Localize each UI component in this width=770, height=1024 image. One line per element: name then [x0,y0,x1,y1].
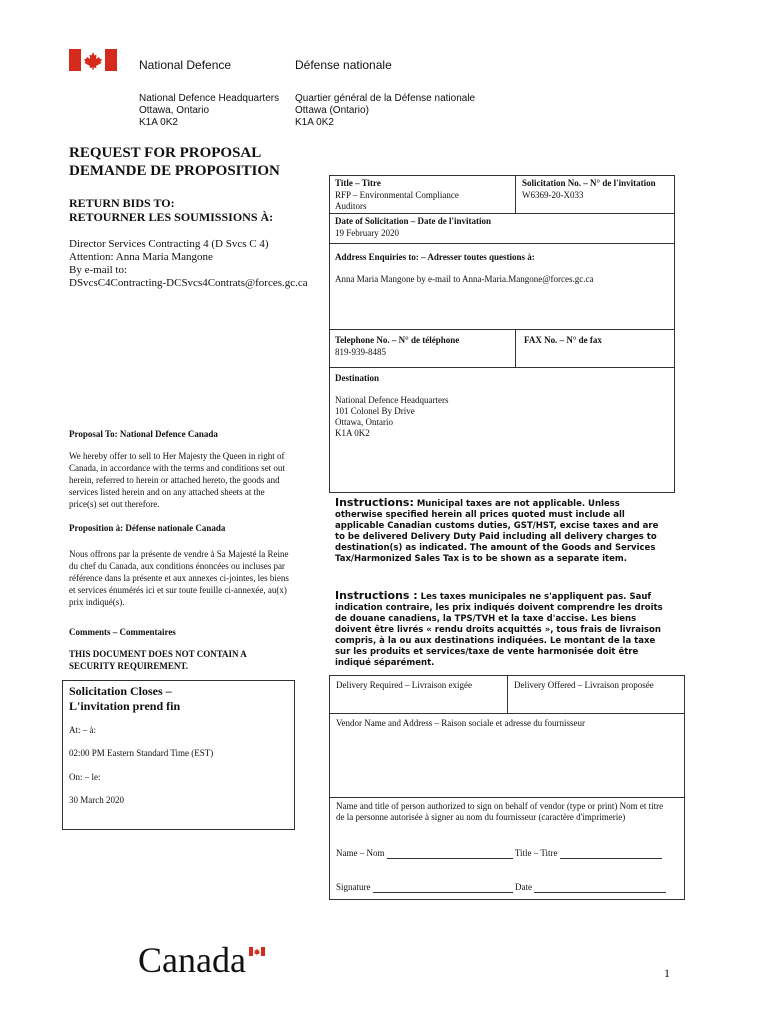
proposal-body-en: We hereby offer to sell to Her Majesty the Queen in right of Canada, in accordance with the terms and conditions set out herein, referred to herein or attached hereto, the goods and services listed herein and on any attached sheets at the price(s) set out therefore. [69,451,285,509]
telephone-value: 819-939-8485 [335,347,386,357]
title-en: REQUEST FOR PROPOSAL [69,145,262,161]
delivery-required-label: Delivery Required – Livraison exigée [336,680,472,690]
address-line: Ottawa (Ontario) [295,105,369,116]
solicitation-no-cell [516,176,674,214]
address-line: K1A 0K2 [295,117,334,128]
signature-field[interactable] [373,881,513,893]
destination-label: Destination [335,373,380,383]
solicitation-no-value: W6369-20-X033 [522,190,584,200]
solicitation-date-value: 19 February 2020 [335,228,399,238]
return-bids-address [69,238,308,290]
page-number: 1 [664,966,670,980]
closes-on-label: On: – le: [69,772,101,782]
closes-at-label: At: – à: [69,725,96,735]
solicitation-form-box [329,175,675,493]
telephone-label: Telephone No. – N° de téléphone [335,335,460,345]
delivery-required-cell[interactable] [330,676,508,714]
heading-line: RETOURNER LES SOUMISSIONS À: [69,210,274,224]
address-en [139,93,279,129]
closes-heading [69,684,180,714]
address-line: K1A 0K2 [139,117,178,128]
telephone-cell [330,330,516,368]
signature-date-row [336,881,666,893]
destination-line: 101 Colonel By Drive [335,406,415,416]
title-cell [330,176,516,214]
dept-name-fr: Défense nationale [295,58,392,72]
instructions-fr-text: Les taxes municipales ne s'appliquent pas. Sauf indication contraire, les prix indiqués doivent comprendre les droits de douane canadiens, la TPS/TVH et la taxe d'accise. Les biens doivent être livrés « rendu droits acquittés », tous frais de livraison compris, à la ou aux destinations indiquées. Le montant de la taxe sur les produits et services/taxe de vente harmonisée doit être indiqué séparément. [335,592,663,668]
canada-flag-icon [69,49,117,71]
title-field[interactable] [560,847,662,859]
date-label: Date [515,882,532,892]
address-fr [295,93,475,129]
title-value [335,190,459,212]
closes-time: 02:00 PM Eastern Standard Time (EST) [69,748,214,758]
title-label: Title – Titre [514,848,558,858]
instructions-en-text: Municipal taxes are not applicable. Unless otherwise specified herein all prices quoted must include all applicable Canadian customs duties, GST/HST, excise taxes and are to be delivered Delivery Duty Paid including all delivery charges to destination(s) as indicated. The amount of the Goods and Services Tax/Harmonized Sales Tax is to be shown as a separate item. [335,499,659,564]
wordmark-flag-icon [249,943,265,952]
security-line: THIS DOCUMENT DOES NOT CONTAIN A [69,649,247,659]
title-fr: DEMANDE DE PROPOSITION [69,163,280,179]
destination-value [335,395,448,439]
closes-date: 30 March 2020 [69,795,124,805]
instructions-fr [335,590,665,669]
security-note [69,648,247,672]
title-value-line: RFP – Environmental Compliance [335,190,459,200]
destination-cell [330,368,674,492]
proposal-body-fr: Nous offrons par la présente de vendre à Sa Majesté la Reine du chef du Canada, aux conditions énoncées ou incluses par référence dans la présente et aux annexes ci-jointes, les biens et services énumérés ici et sur toute feuille ci-annexée, au(x) prix indiqué(s). [69,549,289,607]
return-line: Director Services Contracting 4 (D Svcs C 4) [69,238,269,250]
authorized-signer-cell [330,798,684,899]
proposal-heading-fr: Proposition à: Défense nationale Canada [69,523,226,533]
enquiries-label: Address Enquiries to: – Adresser toutes questions à: [335,252,535,262]
proposal-heading-en: Proposal To: National Defence Canada [69,429,218,439]
fax-cell [516,330,674,368]
authorized-signer-label: Name and title of person authorized to sign on behalf of vendor (type or print) Nom et titre de la personne autorisée à signer au nom du fournisseur (caractère d'imprimerie) [336,801,664,822]
canada-wordmark: Canada [138,940,246,980]
closes-heading-fr: L'invitation prend fin [69,699,181,713]
title-value-line: Auditors [335,201,367,211]
closes-heading-en: Solicitation Closes – [69,684,172,698]
instructions-en-lead: Instructions: [335,496,414,509]
address-line: Ottawa, Ontario [139,105,210,116]
address-line: National Defence Headquarters [139,93,280,104]
instructions-en [335,497,665,565]
vendor-name-cell[interactable] [330,714,684,798]
return-bids-heading [69,196,273,224]
solicitation-no-label: Solicitation No. – N° de l'invitation [522,178,656,188]
vendor-box [329,675,685,900]
address-line: Quartier général de la Défense nationale [295,93,476,104]
date-field[interactable] [534,881,666,893]
heading-line: RETURN BIDS TO: [69,196,175,210]
signature-label: Signature [336,882,371,892]
return-line: By e-mail to: [69,264,128,276]
fax-label: FAX No. – N° de fax [524,335,602,345]
vendor-name-label: Vendor Name and Address – Raison sociale et adresse du fournisseur [336,718,585,728]
enquiries-cell [330,244,674,330]
destination-line: K1A 0K2 [335,428,370,438]
destination-line: National Defence Headquarters [335,395,449,405]
dept-name-en: National Defence [139,58,232,72]
security-line: SECURITY REQUIREMENT. [69,661,189,671]
return-line: Attention: Anna Maria Mangone [69,251,213,263]
page-title [69,144,280,180]
name-title-row [336,847,662,859]
return-email: DSvcsC4Contracting-DCSvcs4Contrats@forces.gc.ca [69,277,308,289]
solicitation-closes-box [62,680,295,830]
solicitation-date-label: Date of Solicitation – Date de l'invitation [335,216,491,226]
destination-line: Ottawa, Ontario [335,417,393,427]
name-label: Name – Nom [336,848,385,858]
delivery-offered-cell[interactable] [508,676,684,714]
comments-label: Comments – Commentaires [69,627,176,637]
delivery-offered-label: Delivery Offered – Livraison proposée [514,680,654,690]
instructions-fr-lead: Instructions : [335,589,418,602]
title-label: Title – Titre [335,178,381,188]
name-field[interactable] [387,847,513,859]
solicitation-date-cell [330,214,674,244]
enquiries-value: Anna Maria Mangone by e-mail to Anna-Maria.Mangone@forces.gc.ca [335,274,594,284]
